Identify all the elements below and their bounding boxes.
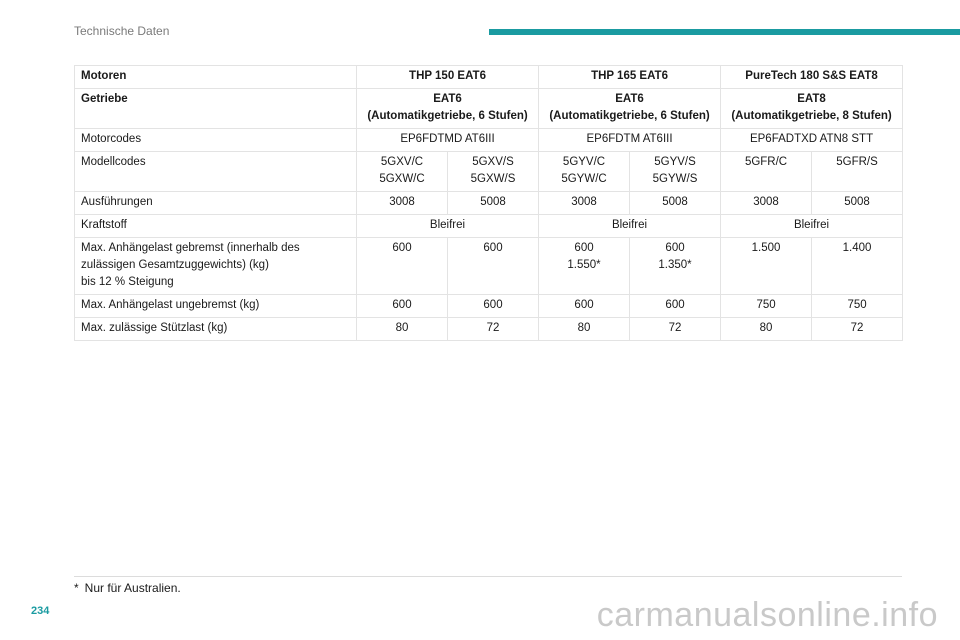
table-cell: [812, 318, 903, 341]
cell-line: 5008: [480, 196, 506, 208]
table-cell: [630, 295, 721, 318]
cell-line: 5GYW/S: [652, 173, 698, 185]
cell-line: 1.500: [751, 242, 781, 254]
table-cell: [448, 192, 539, 215]
cell-line: EAT6: [615, 93, 644, 105]
table-cell: [630, 152, 721, 192]
table-cell: [812, 152, 903, 192]
table-cell: [539, 192, 630, 215]
cell-line: 3008: [753, 196, 779, 208]
table-cell: [357, 295, 448, 318]
table-cell: [721, 295, 812, 318]
table-cell: [448, 318, 539, 341]
table-cell-group: THP 150 EAT6: [357, 66, 539, 89]
cell-line: 80: [395, 322, 409, 334]
cell-line: 72: [850, 322, 864, 334]
table-cell: [812, 192, 903, 215]
table-cell: [721, 238, 812, 295]
table-cell-group: EP6FDTMD AT6III: [357, 129, 539, 152]
table-cell: [357, 238, 448, 295]
table-cell-group: EP6FADTXD ATN8 STT: [721, 129, 903, 152]
cell-line: 600: [574, 299, 594, 311]
row-label: Getriebe: [75, 89, 357, 129]
table-cell: [448, 152, 539, 192]
cell-line: 600: [483, 299, 503, 311]
cell-line: 600: [392, 299, 412, 311]
table-row: [75, 89, 903, 129]
row-label: [75, 238, 357, 295]
footnote-divider: [74, 576, 902, 577]
table-row: [75, 238, 903, 295]
technical-data-table: [74, 65, 903, 341]
cell-line: 1.350*: [658, 259, 692, 271]
table-cell-group: Bleifrei: [357, 215, 539, 238]
row-label: Max. Anhängelast ungebremst (kg): [75, 295, 357, 318]
row-label: Modellcodes: [75, 152, 357, 192]
table-row: [75, 318, 903, 341]
table-cell: [539, 295, 630, 318]
table-cell-group: Bleifrei: [721, 215, 903, 238]
table-cell-group: [357, 89, 539, 129]
table-cell: [357, 318, 448, 341]
table-row: [75, 152, 903, 192]
table-cell: [721, 152, 812, 192]
table-row: [75, 295, 903, 318]
footnote: [74, 581, 181, 595]
table-row: [75, 66, 903, 89]
table-cell: [448, 295, 539, 318]
cell-line: EAT8: [797, 93, 826, 105]
cell-line: 5008: [844, 196, 870, 208]
table-cell: [448, 238, 539, 295]
row-label: Kraftstoff: [75, 215, 357, 238]
row-label: Ausführungen: [75, 192, 357, 215]
cell-line: 5GYV/S: [654, 156, 696, 168]
table-cell: [357, 152, 448, 192]
table-row: [75, 215, 903, 238]
page-number: 234: [31, 605, 50, 617]
footnote-text: Nur für Australien.: [84, 581, 181, 595]
cell-line: 750: [847, 299, 867, 311]
table-row: [75, 129, 903, 152]
cell-line: 72: [486, 322, 500, 334]
cell-line: 5GYV/C: [562, 156, 606, 168]
row-label: Motoren: [75, 66, 357, 89]
row-label-line: bis 12 % Steigung: [81, 276, 174, 288]
footnote-mark: *: [74, 581, 79, 595]
table-row: [75, 192, 903, 215]
row-label-line: Max. Anhängelast gebremst (innerhalb des: [81, 242, 300, 254]
table-cell: [539, 238, 630, 295]
cell-line: 600: [483, 242, 503, 254]
cell-line: (Automatikgetriebe, 6 Stufen): [367, 110, 528, 122]
row-label: Max. zulässige Stützlast (kg): [75, 318, 357, 341]
cell-line: 80: [577, 322, 591, 334]
table-cell: [721, 192, 812, 215]
cell-line: 5GFR/S: [836, 156, 878, 168]
table-cell: [630, 192, 721, 215]
table-cell: [812, 238, 903, 295]
cell-line: 72: [668, 322, 682, 334]
cell-line: 600: [392, 242, 412, 254]
cell-line: 80: [759, 322, 773, 334]
table-cell: [630, 238, 721, 295]
table-cell: [357, 192, 448, 215]
cell-line: 5GXW/C: [379, 173, 425, 185]
section-title: Technische Daten: [74, 24, 170, 38]
cell-line: 3008: [571, 196, 597, 208]
table-cell: [812, 295, 903, 318]
cell-line: 1.550*: [567, 259, 601, 271]
row-label: Motorcodes: [75, 129, 357, 152]
table-cell-group: [539, 89, 721, 129]
cell-line: (Automatikgetriebe, 8 Stufen): [731, 110, 892, 122]
table-cell: [630, 318, 721, 341]
table-cell-group: PureTech 180 S&S EAT8: [721, 66, 903, 89]
cell-line: 750: [756, 299, 776, 311]
table-cell: [721, 318, 812, 341]
cell-line: 5008: [662, 196, 688, 208]
table-cell: [539, 318, 630, 341]
cell-line: 5GXW/S: [470, 173, 516, 185]
cell-line: EAT6: [433, 93, 462, 105]
watermark-logo: carmanualsonline.info: [596, 596, 938, 634]
table-cell-group: Bleifrei: [539, 215, 721, 238]
table-cell-group: [721, 89, 903, 129]
cell-line: 5GXV/C: [380, 156, 424, 168]
cell-line: 1.400: [842, 242, 872, 254]
table-cell: [539, 152, 630, 192]
header-accent-bar: [489, 29, 960, 35]
cell-line: 5GXV/S: [472, 156, 514, 168]
table-cell-group: THP 165 EAT6: [539, 66, 721, 89]
cell-line: 600: [665, 299, 685, 311]
cell-line: 600: [665, 242, 685, 254]
row-label-line: zulässigen Gesamtzuggewichts) (kg): [81, 259, 269, 271]
table-cell-group: EP6FDTM AT6III: [539, 129, 721, 152]
cell-line: 600: [574, 242, 594, 254]
cell-line: 5GFR/C: [744, 156, 788, 168]
cell-line: 5GYW/C: [561, 173, 607, 185]
cell-line: (Automatikgetriebe, 6 Stufen): [549, 110, 710, 122]
cell-line: 3008: [389, 196, 415, 208]
